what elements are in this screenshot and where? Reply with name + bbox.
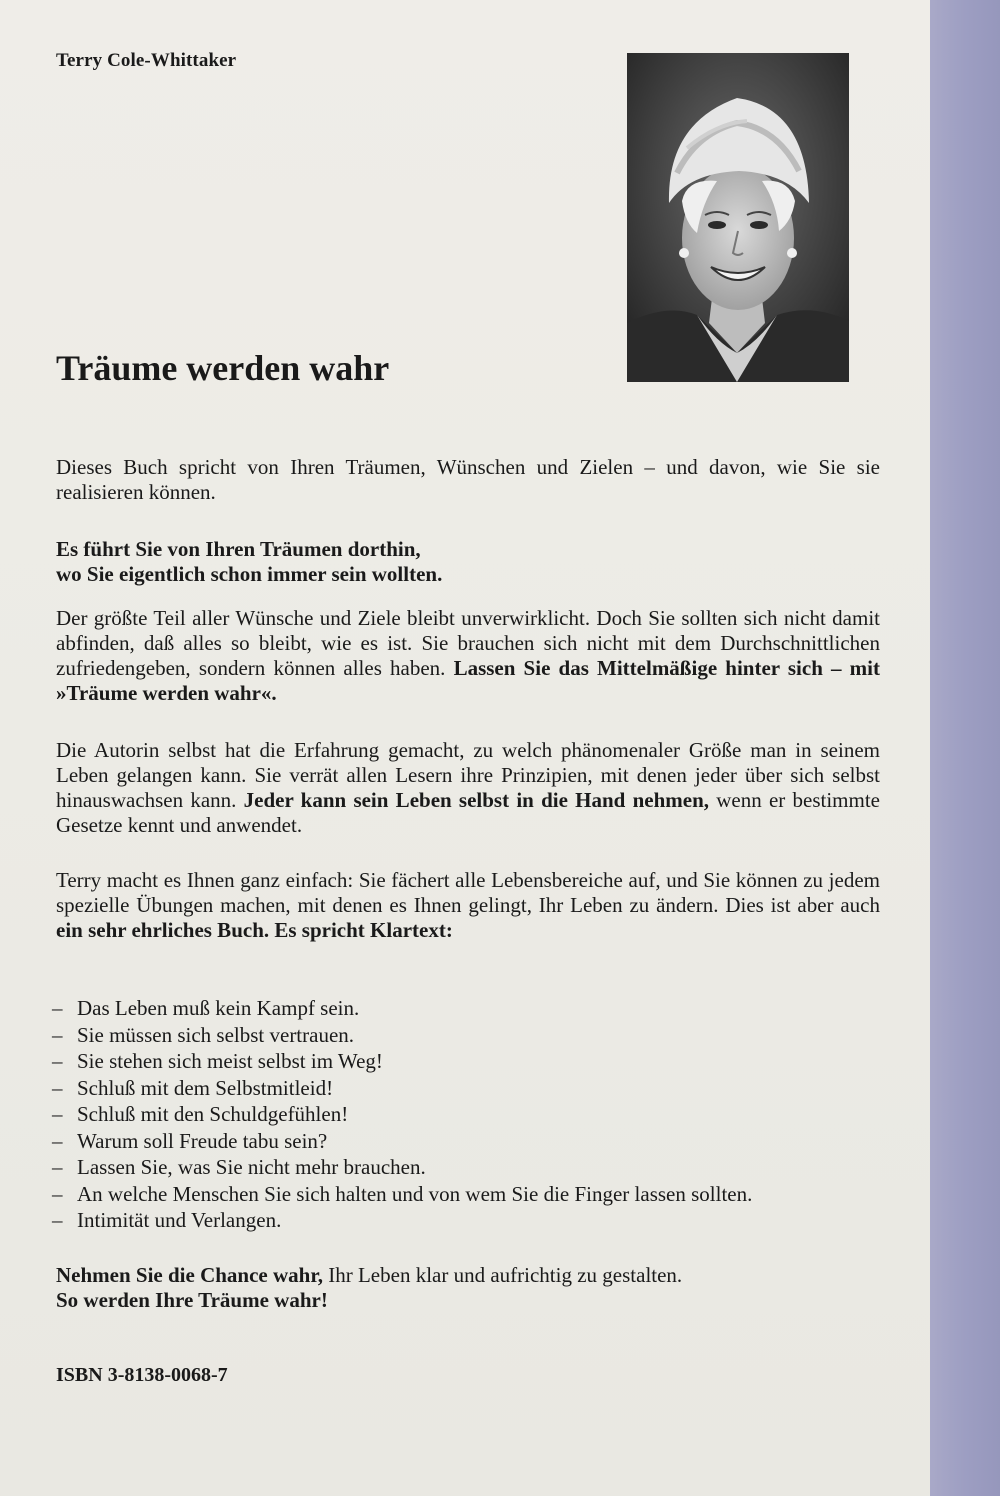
tagline (56, 537, 880, 587)
list-dash: – (52, 996, 63, 1020)
list-dash: – (52, 1181, 63, 1206)
paragraph-3-text: Die Autorin selbst hat die Erfahrung gemacht, zu welch phänomenaler Größe man in seinem Leben gelangen kann. Sie verrät allen Lesern ihre Prinzipien, mit denen jeder über sich selbst hinauswachsen kann. (56, 738, 880, 812)
list-item (52, 1181, 892, 1208)
book-title: Träume werden wahr (56, 348, 390, 388)
intro-paragraph (56, 455, 880, 505)
tagline-line-2: wo Sie eigentlich schon immer sein wollten. (56, 562, 443, 586)
list-item (52, 1101, 892, 1128)
paragraph-3-bold: Jeder kann sein Leben selbst in die Hand nehmen, (243, 788, 709, 812)
paragraph-3 (56, 738, 880, 838)
list-dash: – (52, 1208, 63, 1232)
list-item (52, 1075, 892, 1102)
list-item-text: Lassen Sie, was Sie nicht mehr brauchen. (77, 1155, 426, 1179)
list-item-text: Intimität und Verlangen. (77, 1208, 282, 1232)
list-item (52, 1048, 892, 1075)
closing-line-2: So werden Ihre Träume wahr! (56, 1288, 328, 1312)
closing-bold: Nehmen Sie die Chance wahr, (56, 1263, 323, 1287)
paragraph-4 (56, 868, 880, 943)
list-dash: – (52, 1155, 63, 1179)
list-item (52, 1154, 892, 1181)
list-dash: – (52, 1128, 63, 1153)
list-item (52, 1128, 892, 1155)
feature-list (52, 995, 892, 1234)
list-item-text: Warum soll Freude tabu sein? (77, 1128, 328, 1153)
isbn: ISBN 3-8138-0068-7 (56, 1364, 228, 1386)
paragraph-3-end: wenn er bestimmte Gesetze kennt und anwendet. (56, 788, 880, 837)
author-name: Terry Cole-Whittaker (56, 50, 237, 71)
intro-text: Dieses Buch spricht von Ihren Träumen, Wünschen und Zielen – und davon, wie Sie sie realisieren können. (56, 455, 880, 504)
list-item-text: Sie müssen sich selbst vertrauen. (77, 1022, 355, 1047)
list-item (52, 1022, 892, 1049)
paragraph-4-text: Terry macht es Ihnen ganz einfach: Sie fächert alle Lebensbereiche auf, und Sie können zu jedem spezielle Übungen machen, mit denen es Ihnen gelingt, Ihr Leben zu ändern. Dies ist aber auch (56, 868, 880, 917)
list-item-text: Schluß mit dem Selbstmitleid! (77, 1075, 334, 1100)
list-dash: – (52, 1022, 63, 1047)
list-dash: – (52, 1102, 63, 1126)
list-dash: – (52, 1075, 63, 1100)
paragraph-4-bold: ein sehr ehrliches Buch. Es spricht Klartext: (56, 918, 453, 942)
list-item-text: Das Leben muß kein Kampf sein. (77, 996, 360, 1020)
list-item (52, 995, 892, 1022)
book-spine (930, 0, 1000, 1496)
author-photo (627, 53, 849, 382)
paragraph-2-bold: Lassen Sie das Mittelmäßige hinter sich – mit »Träume werden wahr«. (56, 656, 880, 705)
closing (56, 1263, 880, 1313)
list-item-text: Sie stehen sich meist selbst im Weg! (77, 1049, 383, 1073)
list-item-text: An welche Menschen Sie sich halten und von wem Sie die Finger lassen sollten. (77, 1181, 753, 1206)
list-item-text: Schluß mit den Schuldgefühlen! (77, 1102, 349, 1126)
tagline-line-1: Es führt Sie von Ihren Träumen dorthin, (56, 537, 421, 561)
list-item (52, 1207, 892, 1234)
list-dash: – (52, 1049, 63, 1073)
paragraph-2 (56, 606, 880, 706)
closing-text: Ihr Leben klar und aufrichtig zu gestalten. (328, 1263, 683, 1287)
paragraph-2-text: Der größte Teil aller Wünsche und Ziele bleibt unverwirklicht. Doch Sie sollten sich nicht damit abfinden, daß alles so bleibt, wie es ist. Sie brauchen sich nicht mit dem Durchschnittlichen zufriedengeben, sondern können alles haben. (56, 606, 880, 680)
